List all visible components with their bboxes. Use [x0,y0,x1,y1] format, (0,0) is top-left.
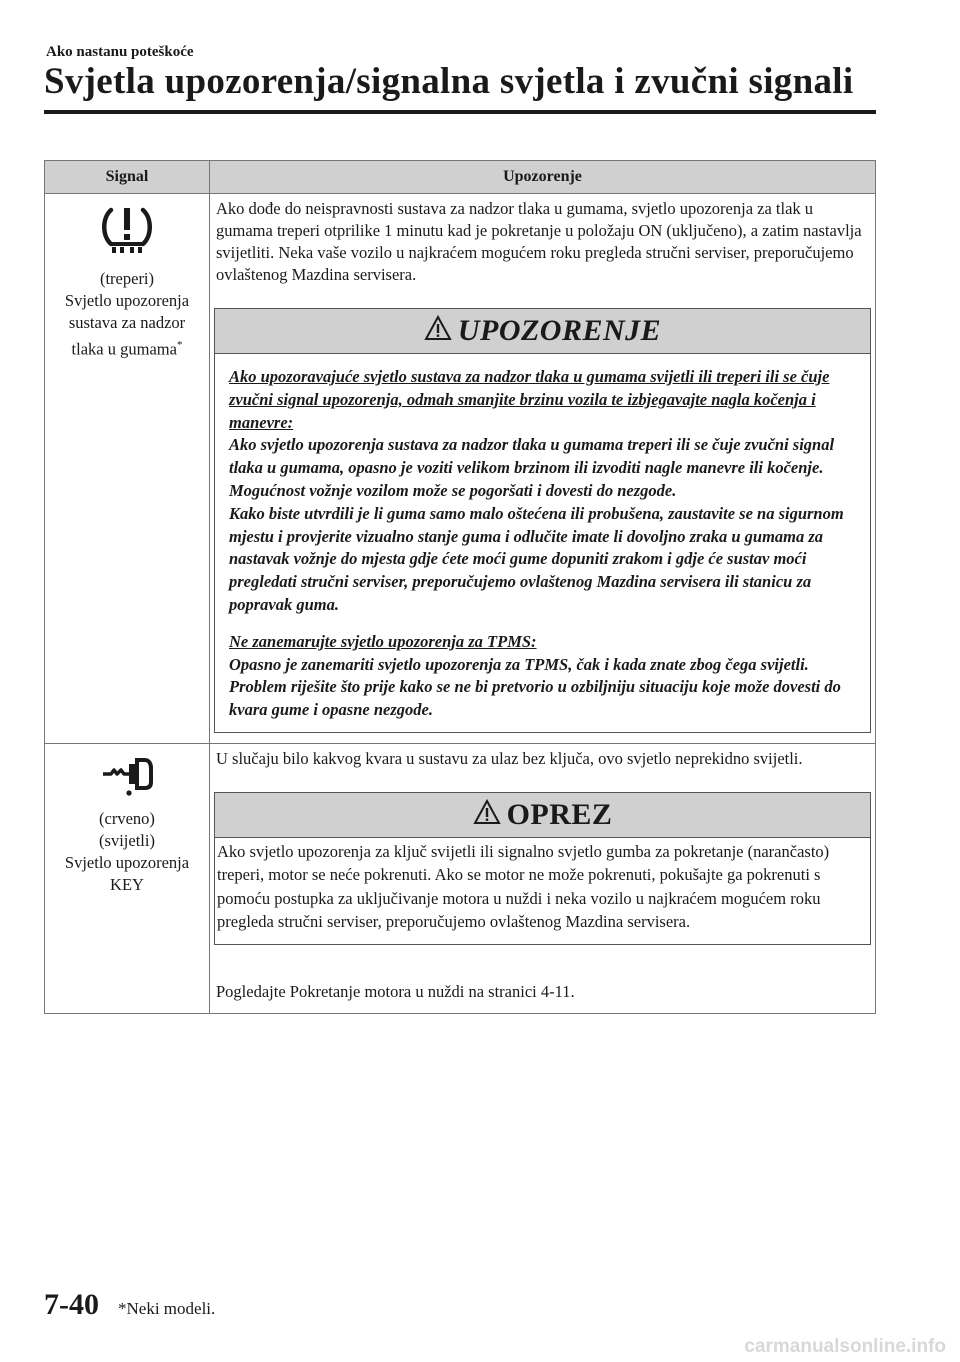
page-title: Svjetla upozorenja/signalna svjetla i zvučni signali [44,61,854,102]
table-header-row [45,161,876,194]
caption-line: Svjetlo upozorenja [64,291,190,310]
see-also-text: Pogledajte Pokretanje motora u nuždi na stranici 4-11. [216,981,575,1001]
warning-box [214,308,871,733]
caution-box-header [215,793,870,838]
table-row [45,743,876,1013]
signal-table [44,160,876,1014]
warning-underlined: Ne zanemarujte svjetlo upozorenja za TPMS: [229,631,537,651]
warning-paragraph: Kako biste utvrdili je li guma samo malo oštećena ili probušena, zaustavite se na sigurnom mjestu i provjerite vizualno stanje guma i odlučite imate li dovoljno zraka u gumama za nastavak vožnje do mjesta gdje ćete moći gume dopuniti zrakom i gdje će sustav moći pregledati stručni serviser, preporučujemo ovlaštenog Mazdina servisera ili stanicu za popravak guma. [229,503,844,614]
footnote-marker: * [176,339,183,351]
signal-caption [49,808,205,896]
caption-line: (crveno) [99,808,155,828]
description-cell [210,194,876,744]
signal-cell [45,194,210,744]
caption-line [49,334,205,361]
caution-box-body: Ako svjetlo upozorenja za ključ svijetli ili signalno svjetlo gumba za pokretanje (narančasto) treperi, motor se neće pokrenuti. Ako se motor ne može pokrenuti, pokušajte ga pokrenuti s pomoću postupka za uključivanje motora u nuždi i neka vozilo u najkraćem mogućem roku pregleda stručni serviser, preporučujemo ovlaštenog Mazdina servisera. [217,841,830,932]
caution-box [214,792,871,945]
page-number: 7-40 [44,1288,99,1321]
table-row [45,194,876,744]
warning-triangle-icon [473,799,501,831]
caption-line: sustava za nadzor [68,313,186,332]
header-signal: Signal [45,161,210,194]
description-cell [210,743,876,1013]
key-warning-icon [49,752,205,802]
description-text: U slučaju bilo kakvog kvara u sustavu za ulaz bez ključa, ovo svjetlo neprekidno svijetli. [216,748,803,768]
tpms-warning-icon [49,202,205,262]
signal-caption [49,268,205,361]
watermark: carmanualsonline.info [744,1336,946,1357]
caution-box-title: OPREZ [506,797,613,831]
warning-paragraph: Ako svjetlo upozorenja sustava za nadzor tlaka u gumama treperi ili se čuje zvučni signal tlaka u gumama, opasno je voziti velikom brzinom ili izvoditi nagle manevre ili kočenje. Mogućnost vožnje vozilom može se pogoršati i dovesti do nezgode. [229,435,835,500]
caption-line: Svjetlo upozorenja [64,852,190,872]
warning-box-body [215,354,870,732]
warning-underlined: Ako upozoravajuće svjetlo sustava za nadzor tlaka u gumama svijetli ili treperi ili se čuje zvučni signal upozorenja, odmah smanjite brzinu vozila te izbjegavajte nagla kočenja i manevre: [229,367,830,432]
section-label: Ako nastanu poteškoće [46,44,194,60]
warning-box-title: UPOZORENJE [457,314,662,347]
caption-text: tlaka u gumama [71,339,177,359]
caption-line: (treperi) [99,269,155,288]
description-text: Ako dođe do neispravnosti sustava za nadzor tlaka u gumama, svjetlo upozorenja za tlak u gumama treperi otprilike 1 minutu kad je pokretanje u položaju ON (uključeno), a zatim nastavlja svijetliti. Neka vaše vozilo u najkraćem mogućem roku pregleda stručni serviser, preporučujemo ovlaštenog Mazdina servisera. [216,199,862,284]
footnote: *Neki modeli. [118,1299,216,1318]
spacer [229,617,856,631]
caption-line: KEY [110,874,144,894]
header-warning: Upozorenje [210,161,876,194]
warning-triangle-icon [424,315,452,347]
warning-paragraph: Opasno je zanemariti svjetlo upozorenja za TPMS, čak i kada znate zbog čega svijetli. Problem riješite što prije kako se ne bi pretvorio u ozbiljniju situaciju koje može dovesti do kvara gume i opasne nezgode. [229,654,841,720]
warning-box-header [215,309,870,354]
title-rule [44,110,876,114]
signal-cell [45,743,210,1013]
caption-line: (svijetli) [99,830,155,850]
